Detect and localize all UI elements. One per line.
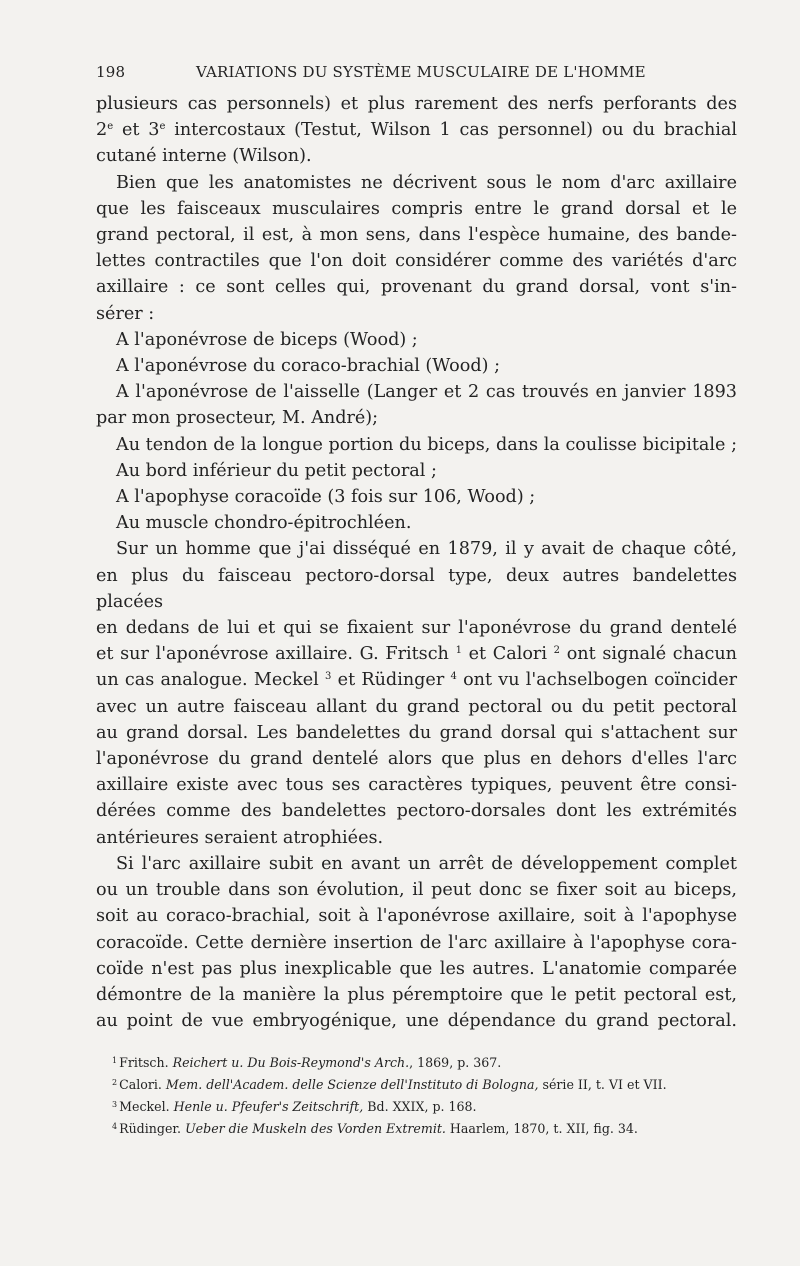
text-line <box>96 641 737 667</box>
text-line: au grand dorsal. Les bandelettes du grand dorsal qui s'attachent sur <box>96 722 737 743</box>
text-fragment: ont vu l'achselbogen coïncider <box>463 670 738 691</box>
running-title: VARIATIONS DU SYSTÈME MUSCULAIRE DE L'HOMME <box>196 63 646 81</box>
text-line: Bien que les anatomistes ne décrivent sous le nom d'arc axillaire <box>116 172 737 193</box>
list-item: Au muscle chondro-épitrochléen. <box>116 513 412 534</box>
text-fragment: et Calori <box>468 644 547 665</box>
page-header <box>96 63 740 85</box>
footnote-details: Bd. XXIX, p. 168. <box>363 1099 477 1114</box>
list-item: A l'aponévrose du coraco-brachial (Wood) ; <box>116 356 501 377</box>
text-line: dérées comme des bandelettes pectoro-dorsales dont les extrémités <box>96 801 737 822</box>
text-line: cutané interne (Wilson). <box>96 146 312 167</box>
footnote-marker: 2 <box>112 1078 118 1087</box>
text-line: coracoïde. Cette dernière insertion de l'arc axillaire à l'apophyse cora- <box>96 932 737 953</box>
footnote-title: Reichert u. Du Bois-Reymond's Arch. <box>172 1055 410 1070</box>
footnote-ref[interactable]: 1 <box>455 645 462 657</box>
text-line <box>96 667 737 693</box>
footnote-ref[interactable]: 4 <box>450 671 457 683</box>
ordinal-suffix: e <box>107 121 114 133</box>
text-fragment: ont signalé chacun <box>566 644 737 665</box>
footnote-author: Meckel. <box>119 1099 170 1114</box>
footnote-details: , 1869, p. 367. <box>409 1055 502 1070</box>
text-line: Si l'arc axillaire subit en avant un arrêt de développement complet <box>116 853 737 874</box>
text-line: sérer : <box>96 303 155 324</box>
text-line: axillaire : ce sont celles qui, provenant du grand dorsal, vont s'in- <box>96 277 737 298</box>
ordinal-number: 2 <box>96 120 108 141</box>
text-fragment: un cas analogue. Meckel <box>96 670 319 691</box>
footnotes <box>96 1051 746 1139</box>
ordinal-number: 3 <box>148 120 160 141</box>
footnote-author: Calori. <box>119 1077 162 1092</box>
text-line: démontre de la manière la plus péremptoire que le petit pectoral est, <box>96 984 737 1005</box>
text-line: grand pectoral, il est, à mon sens, dans l'espèce humaine, des bande- <box>96 225 737 246</box>
text-line: au point de vue embryogénique, une dépendance du grand pectoral. <box>96 1011 737 1032</box>
footnote-title: Mem. dell'Academ. delle Scienze dell'Instituto di Bologna, <box>165 1077 539 1092</box>
footnote-ref[interactable]: 2 <box>553 645 561 657</box>
footnote-marker: 3 <box>112 1100 118 1109</box>
text-fragment: et sur l'aponévrose axillaire. G. Fritsch <box>96 644 449 665</box>
list-item: A l'aponévrose de biceps (Wood) ; <box>116 329 418 350</box>
footnote-title: Ueber die Muskeln des Vorden Extremit. <box>185 1121 446 1136</box>
footnote-2 <box>96 1073 746 1095</box>
footnote-3 <box>96 1095 746 1117</box>
text-line: plusieurs cas personnels) et plus rarement des nerfs perforants des <box>96 94 737 114</box>
footnote-details: Haarlem, 1870, t. XII, fig. 34. <box>445 1121 638 1136</box>
text-fragment: et Rüdinger <box>337 670 445 691</box>
list-item-continuation: par mon prosecteur, M. André); <box>96 408 379 429</box>
text-line: que les faisceaux musculaires compris entre le grand dorsal et le <box>96 198 737 219</box>
text-line: avec un autre faisceau allant du grand pectoral ou du petit pectoral <box>96 696 737 717</box>
text-line: ou un trouble dans son évolution, il peut donc se fixer soit au biceps, <box>96 880 737 901</box>
footnote-marker: 1 <box>112 1056 118 1065</box>
footnote-author: Fritsch. <box>119 1055 169 1070</box>
body-text <box>96 91 737 1034</box>
text-line: axillaire existe avec tous ses caractères typiques, peuvent être consi- <box>96 775 737 796</box>
list-item: A l'aponévrose de l'aisselle (Langer et 2 cas trouvés en janvier 1893 <box>116 382 737 403</box>
footnote-4 <box>96 1117 746 1139</box>
text-line: l'aponévrose du grand dentelé alors que plus en dehors d'elles l'arc <box>96 749 737 770</box>
text-line: en dedans de lui et qui se fixaient sur l'aponévrose du grand dentelé <box>96 618 737 639</box>
footnote-marker: 4 <box>112 1122 118 1131</box>
page-number: 198 <box>96 63 126 81</box>
list-item: Au tendon de la longue portion du biceps, dans la coulisse bicipitale ; <box>116 434 737 455</box>
text-line: en plus du faisceau pectoro-dorsal type, deux autres bandelettes placées <box>96 565 737 612</box>
ordinal-suffix: e <box>159 121 166 133</box>
footnote-title: Henle u. Pfeufer's Zeitschrift, <box>173 1099 364 1114</box>
text-line: antérieures seraient atrophiées. <box>96 827 384 848</box>
text-line: lettes contractiles que l'on doit considérer comme des variétés d'arc <box>96 251 737 272</box>
text-line: 2e et 3e intercostaux (Testut, Wilson 1 cas personnel) ou du brachial <box>96 120 738 141</box>
footnote-author: Rüdinger. <box>119 1121 182 1136</box>
text-line: soit au coraco-brachial, soit à l'aponévrose axillaire, soit à l'apophyse <box>96 906 737 927</box>
list-item: A l'apophyse coracoïde (3 fois sur 106, Wood) ; <box>116 487 536 508</box>
text-fragment: intercostaux (Testut, Wilson 1 cas personnel) ou du brachial <box>174 120 738 141</box>
text-line: coïde n'est pas plus inexplicable que les autres. L'anatomie comparée <box>96 958 737 979</box>
text-line: Sur un homme que j'ai disséqué en 1879, il y avait de chaque côté, <box>116 539 737 560</box>
footnote-ref[interactable]: 3 <box>325 671 332 683</box>
footnote-1 <box>96 1051 746 1073</box>
footnote-details: série II, t. VI et VII. <box>538 1077 667 1092</box>
list-item: Au bord inférieur du petit pectoral ; <box>116 460 437 481</box>
